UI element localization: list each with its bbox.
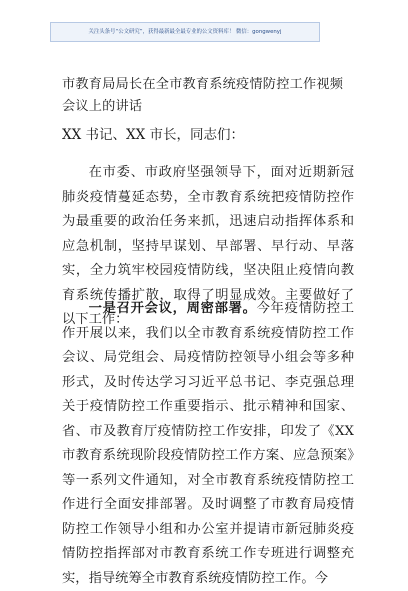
document-title: 市教育局局长在全市教育系统疫情防控工作视频会议上的讲话 (62, 77, 344, 114)
promo-banner[interactable] (50, 22, 320, 42)
greeting-line: XX 书记、XX 市长，同志们： (62, 127, 245, 143)
paragraph-meetings (62, 297, 354, 591)
paragraph-lead-heading: 一是召开会议，周密部署。 (88, 301, 257, 316)
paragraph-intro-text: 在市委、市政府坚强领导下，面对近期新冠肺炎疫情蔓延态势，全市教育系统把疫情防控作为最重要的政治任务来抓，迅速启动指挥体系和应急机制，坚持早谋划、早部署、早行动、早落实，全力筑牢校园疫情防线，坚决阻止疫情向教育系统传播扩散，取得了明显成效。主要做好了以下工作： (62, 165, 354, 327)
promo-banner-text: 关注头条号“公文研究”，获得最新最全最专业的公文资料库！ 微信：gongwenyj (88, 29, 282, 35)
paragraph-meetings-text: 今年疫情防控工作开展以来，我们以全市教育系统疫情防控工作会议、局党组会、局疫情防控领导小组会等多种形式，及时传达学习习近平总书记、李克强总理关于疫情防控工作重要指示、批示精神和国家、省、市及教育厅疫情防控工作安排，印发了《XX 市教育系统现阶段疫情防控工作方案、应急预案》等一系列文件通知，对全市教育系统疫情防控工作进行全面安排部署。及时调整了市教育局疫情防控工作领导小组和办公室并提请市新冠肺炎疫情防控指挥部对市教育系统工作专班进行调整充实，指导统筹全市教育系统疫情防控工作。今 (62, 301, 355, 586)
